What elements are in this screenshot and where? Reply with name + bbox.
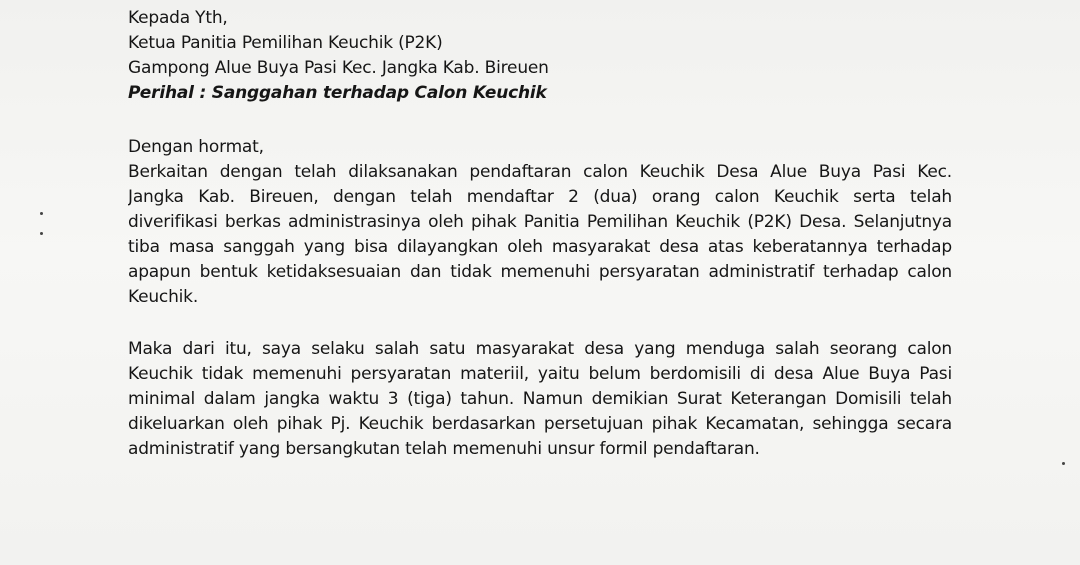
paragraph-line: Berkaitan dengan telah dilaksanakan pendaftaran calon Keuchik Desa Alue Buya Pasi Kec. [128, 162, 952, 182]
paragraph-line: dikeluarkan oleh pihak Pj. Keuchik berdasarkan persetujuan pihak Kecamatan, sehingga secara [128, 414, 952, 434]
scan-speck [40, 212, 43, 215]
address-line: Kepada Yth, [128, 8, 228, 28]
paragraph-line: minimal dalam jangka waktu 3 (tiga) tahun. Namun demikian Surat Keterangan Domisili telah [128, 389, 952, 409]
scan-speck [1062, 462, 1065, 465]
subject-line: Perihal : Sanggahan terhadap Calon Keuchik [128, 83, 547, 103]
scan-speck [40, 232, 43, 235]
paragraph-line: diverifikasi berkas administrasinya oleh pihak Panitia Pemilihan Keuchik (P2K) Desa. Selanjutnya [128, 212, 952, 232]
paragraph-line: administratif yang bersangkutan telah memenuhi unsur formil pendaftaran. [128, 439, 760, 459]
letter-body [128, 6, 952, 462]
paragraph-line: Keuchik tidak memenuhi persyaratan materiil, yaitu belum berdomisili di desa Alue Buya Pasi [128, 364, 952, 384]
paragraph-2 [128, 337, 952, 462]
address-line: Ketua Panitia Pemilihan Keuchik (P2K) [128, 33, 443, 53]
paragraph-line: tiba masa sanggah yang bisa dilayangkan oleh masyarakat desa atas keberatannya terhadap [128, 237, 952, 257]
greeting: Dengan hormat, [128, 137, 264, 157]
paragraph-line: apapun bentuk ketidaksesuaian dan tidak memenuhi persyaratan administratif terhadap calon [128, 262, 952, 282]
paragraph-line: Keuchik. [128, 287, 199, 307]
paragraph-line: Jangka Kab. Bireuen, dengan telah mendaftar 2 (dua) orang calon Keuchik serta telah [128, 187, 952, 207]
paragraph-1 [128, 160, 952, 310]
paragraph-line: Maka dari itu, saya selaku salah satu masyarakat desa yang menduga salah seorang calon [128, 339, 952, 359]
address-line: Gampong Alue Buya Pasi Kec. Jangka Kab. Bireuen [128, 58, 549, 78]
